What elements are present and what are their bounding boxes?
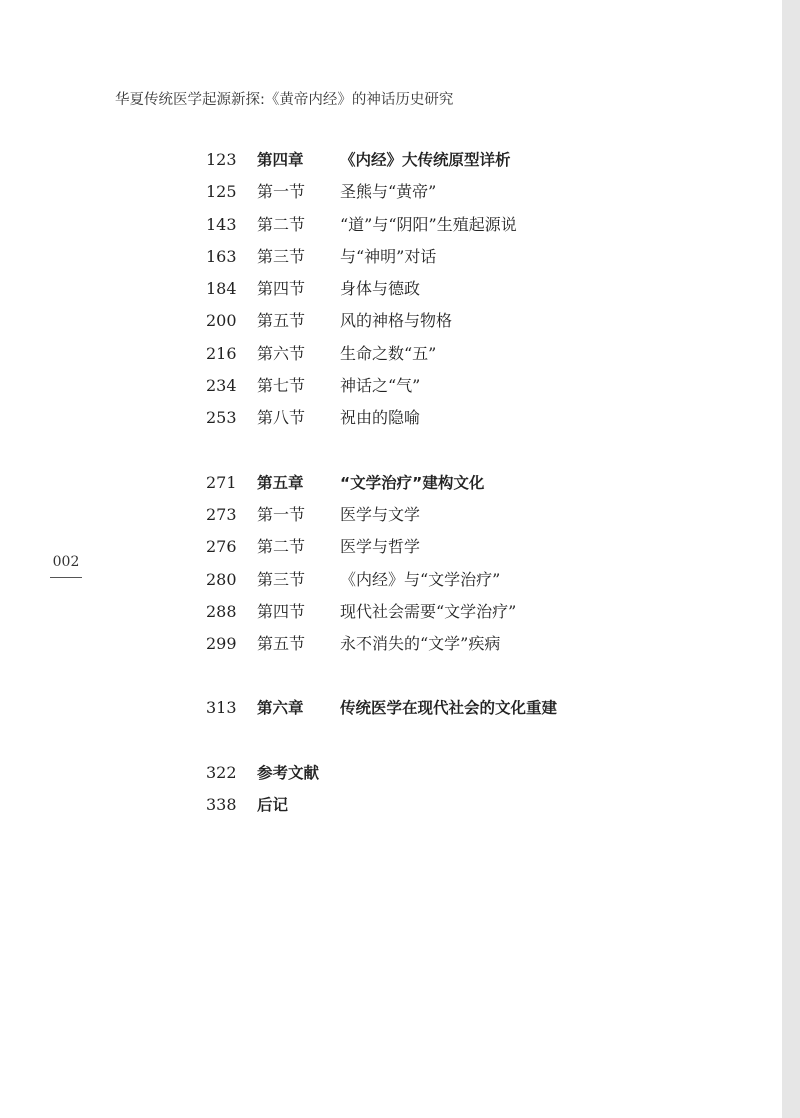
toc-page-number: 200 xyxy=(206,311,237,331)
toc-section-title: 现代社会需要“文学治疗” xyxy=(340,601,517,621)
page-number: 002 xyxy=(52,554,80,570)
toc-section-row[interactable] xyxy=(206,209,766,241)
toc-page-number: 338 xyxy=(206,795,237,815)
toc-section-label: 第七节 xyxy=(257,376,306,396)
toc-page-number: 125 xyxy=(206,182,237,202)
toc-page-number: 273 xyxy=(206,504,237,524)
toc-afterword-label: 后记 xyxy=(257,796,289,815)
toc-section-row[interactable] xyxy=(206,338,766,370)
toc-section-label: 第四节 xyxy=(257,279,306,299)
page-edge-shade xyxy=(782,0,800,1118)
toc-references-row[interactable] xyxy=(206,757,766,789)
toc-section-title: 圣熊与“黄帝” xyxy=(340,182,437,202)
toc-page-number: 234 xyxy=(206,376,237,396)
toc-chapter-row[interactable] xyxy=(206,144,766,176)
toc-page-number: 280 xyxy=(206,569,237,589)
toc-section-title: 风的神格与物格 xyxy=(340,311,453,331)
toc-section-row[interactable] xyxy=(206,596,766,628)
toc-section-row[interactable] xyxy=(206,531,766,563)
toc-chapter-group xyxy=(206,467,766,661)
toc-chapter-title: 《内经》大传统原型详析 xyxy=(340,151,511,169)
toc-page-number: 288 xyxy=(206,601,237,621)
toc-chapter-label: 第六章 xyxy=(257,699,304,718)
toc-page-number: 253 xyxy=(206,408,237,428)
toc-section-title: 医学与文学 xyxy=(340,504,421,524)
toc-section-row[interactable] xyxy=(206,564,766,596)
table-of-contents xyxy=(206,144,766,853)
toc-section-row[interactable] xyxy=(206,305,766,337)
toc-chapter-title: 传统医学在现代社会的文化重建 xyxy=(340,699,558,718)
toc-chapter-label: 第四章 xyxy=(257,151,304,169)
toc-section-row[interactable] xyxy=(206,176,766,208)
toc-page-number: 216 xyxy=(206,343,237,363)
toc-section-label: 第六节 xyxy=(257,343,306,363)
toc-chapter-group xyxy=(206,144,766,435)
toc-back-matter xyxy=(206,757,766,822)
toc-section-label: 第二节 xyxy=(257,537,306,557)
toc-section-title: 与“神明”对话 xyxy=(340,246,437,266)
toc-section-row[interactable] xyxy=(206,370,766,402)
toc-section-title: 《内经》与“文学治疗” xyxy=(340,569,501,589)
toc-chapter-label: 第五章 xyxy=(257,473,304,492)
toc-page-number: 322 xyxy=(206,762,237,782)
toc-page-number: 276 xyxy=(206,537,237,557)
toc-references-label: 参考文献 xyxy=(257,763,320,782)
toc-section-title: 生命之数“五” xyxy=(340,343,437,363)
toc-page-number: 313 xyxy=(206,698,237,718)
toc-page-number: 163 xyxy=(206,246,237,266)
toc-section-row[interactable] xyxy=(206,402,766,434)
toc-section-label: 第四节 xyxy=(257,601,306,621)
toc-section-title: 医学与哲学 xyxy=(340,537,421,557)
toc-chapter-row[interactable] xyxy=(206,692,766,724)
toc-page-number: 184 xyxy=(206,279,237,299)
toc-chapter-row[interactable] xyxy=(206,467,766,499)
toc-section-label: 第八节 xyxy=(257,408,306,428)
toc-afterword-row[interactable] xyxy=(206,789,766,821)
toc-section-title: 祝由的隐喻 xyxy=(340,408,421,428)
toc-section-row[interactable] xyxy=(206,499,766,531)
toc-page-number: 143 xyxy=(206,214,237,234)
toc-section-label: 第一节 xyxy=(257,182,306,202)
toc-page-number: 271 xyxy=(206,472,237,492)
toc-section-title: 神话之“气” xyxy=(340,376,421,396)
toc-section-row[interactable] xyxy=(206,273,766,305)
toc-page-number: 299 xyxy=(206,634,237,654)
toc-chapter-group xyxy=(206,692,766,724)
toc-section-row[interactable] xyxy=(206,628,766,660)
toc-section-label: 第二节 xyxy=(257,214,306,234)
toc-section-label: 第三节 xyxy=(257,246,306,266)
toc-section-label: 第一节 xyxy=(257,504,306,524)
toc-page-number: 123 xyxy=(206,150,237,169)
running-header: 华夏传统医学起源新探:《黄帝内经》的神话历史研究 xyxy=(115,92,454,108)
toc-section-title: 身体与德政 xyxy=(340,279,421,299)
toc-section-title: “道”与“阴阳”生殖起源说 xyxy=(340,214,517,234)
toc-section-label: 第三节 xyxy=(257,569,306,589)
toc-section-row[interactable] xyxy=(206,241,766,273)
toc-section-label: 第五节 xyxy=(257,634,306,654)
toc-section-title: 永不消失的“文学”疾病 xyxy=(340,634,501,654)
page-number-rule xyxy=(50,577,82,578)
toc-section-label: 第五节 xyxy=(257,311,306,331)
toc-chapter-title: “文学治疗”建构文化 xyxy=(340,473,485,492)
